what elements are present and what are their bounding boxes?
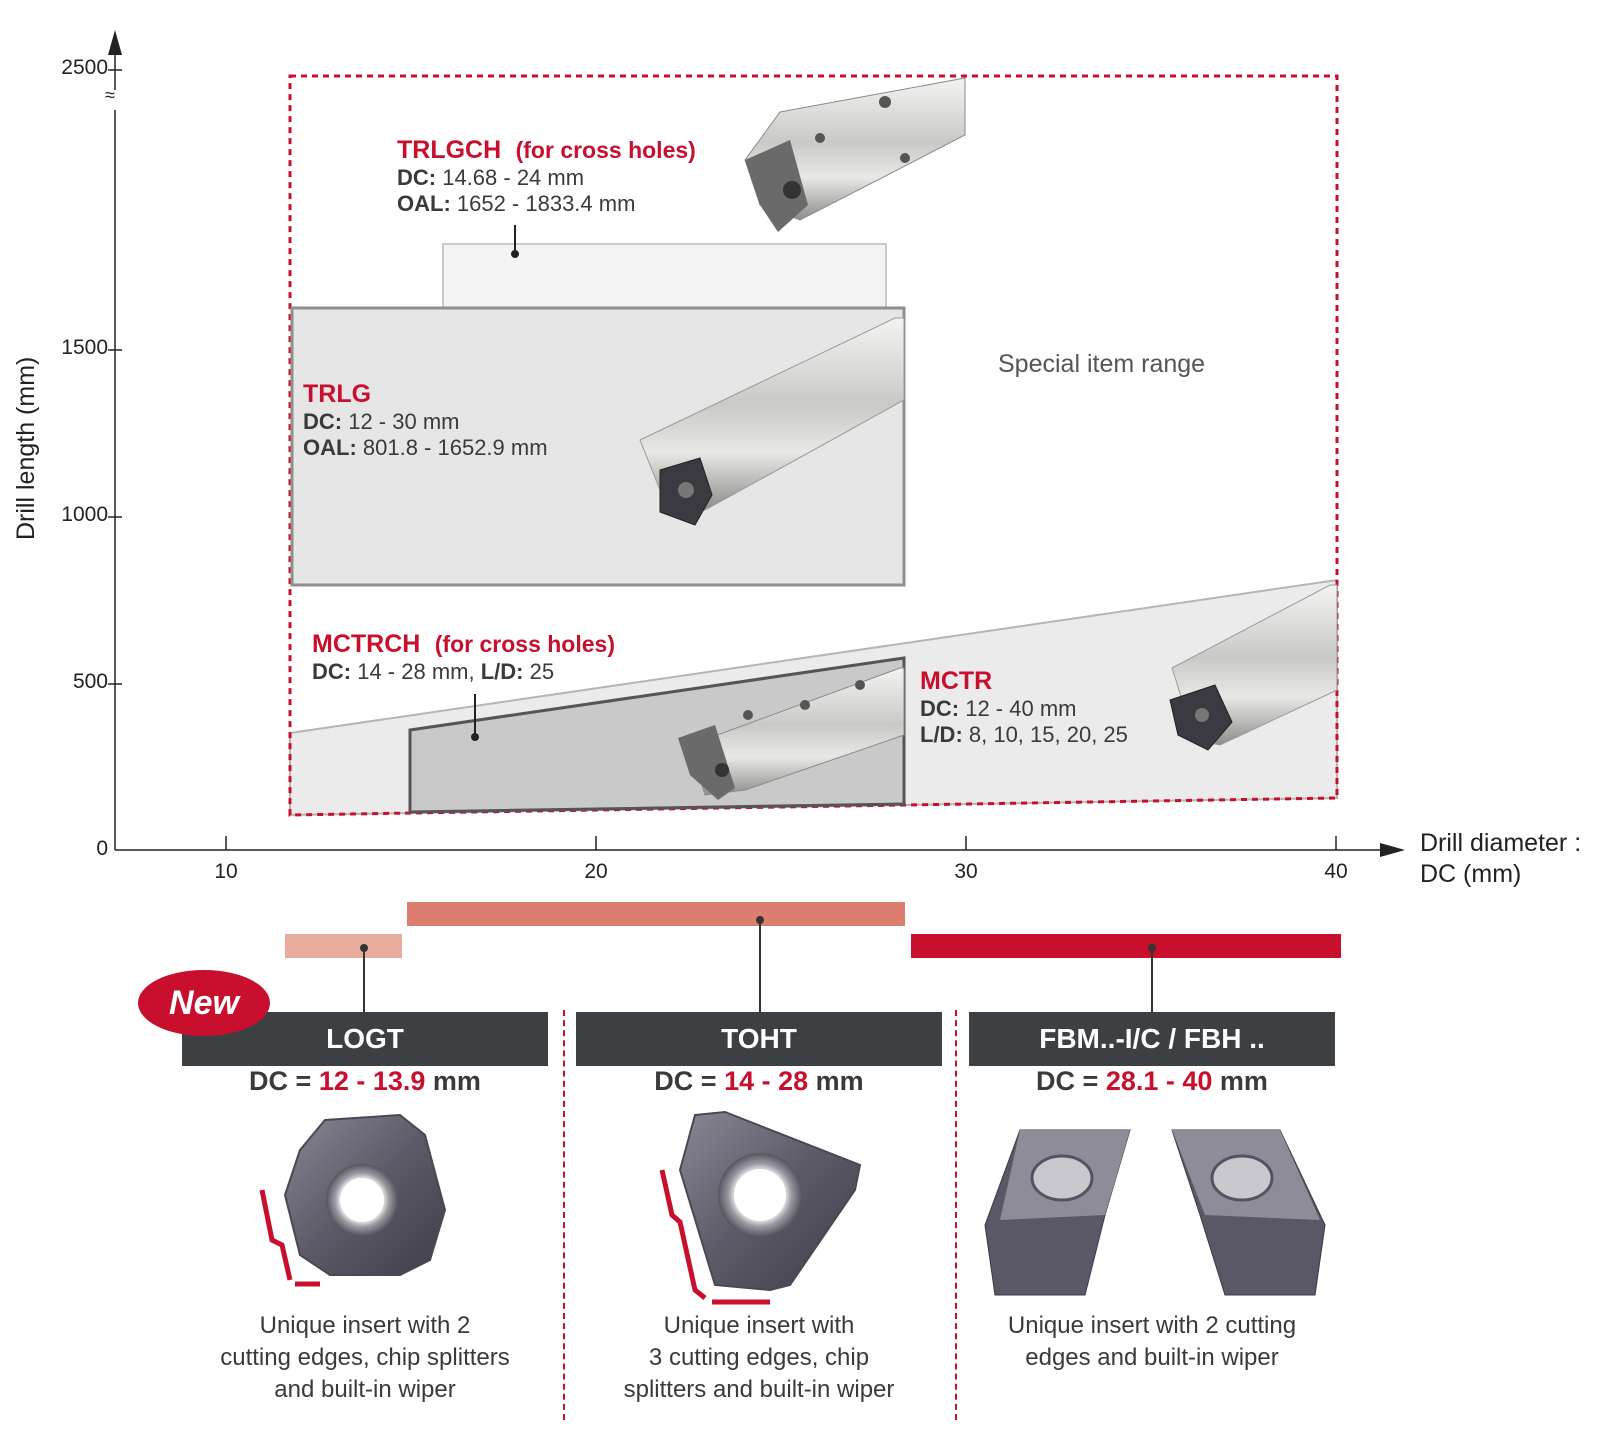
x-axis-title [1420, 828, 1581, 890]
mctr-dc: DC: 12 - 40 mm [920, 696, 1077, 721]
divider-1 [563, 1010, 565, 1420]
x-tick-10: 10 [214, 860, 238, 883]
mctrch-dc: DC: 14 - 28 mm, L/D: 25 [312, 659, 555, 684]
logt-insert-image [262, 1115, 445, 1284]
x-axis-title-line1: Drill diameter : [1420, 829, 1582, 857]
trlgch-dc: DC: 14.68 - 24 mm [397, 165, 585, 190]
divider-2 [955, 1010, 957, 1420]
trlgch-title: TRLGCH [397, 136, 502, 164]
y-axis-title: Drill length (mm) [12, 356, 40, 540]
logt-header: LOGT [182, 1012, 548, 1066]
x-axis-arrow [1380, 843, 1405, 857]
toht-header: TOHT [576, 1012, 942, 1066]
trlg-dc: DC: 12 - 30 mm [303, 409, 460, 434]
mctrch-note: (for cross holes) [434, 631, 615, 657]
new-badge: New [138, 970, 270, 1036]
trlgch-range [443, 244, 886, 309]
mctr-label [920, 667, 1128, 748]
trlgch-oal: OAL: 1652 - 1833.4 mm [397, 191, 636, 216]
y-tick-0: 0 [96, 837, 108, 860]
x-tick-30: 30 [954, 860, 978, 883]
trlgch-label [397, 136, 696, 217]
toht-range-bar [407, 902, 905, 926]
logt-dc: DC = 12 - 13.9 mm [249, 1066, 481, 1096]
trlg-title: TRLG [303, 380, 372, 408]
special-item-range-label: Special item range [998, 350, 1206, 378]
toht-dc: DC = 14 - 28 mm [654, 1066, 864, 1096]
axis-break-mark: ≈ [105, 85, 115, 105]
y-axis-arrow [108, 30, 122, 55]
x-tick-40: 40 [1324, 860, 1348, 883]
x-axis-title-line2: DC (mm) [1420, 860, 1522, 888]
trlg-label [303, 380, 548, 461]
trlgch-drill-image [745, 78, 965, 232]
mctr-title: MCTR [920, 667, 993, 695]
mctrch-title: MCTRCH [312, 630, 421, 658]
logt-description: Unique insert with 2 cutting edges, chip splitters and built-in wiper [220, 1312, 510, 1403]
trlg-oal: OAL: 801.8 - 1652.9 mm [303, 435, 548, 460]
toht-description: Unique insert with 3 cutting edges, chip splitters and built-in wiper [623, 1312, 895, 1403]
mctrch-label [312, 630, 615, 685]
x-axis [115, 836, 1405, 857]
toht-insert-image [662, 1112, 860, 1302]
trlgch-note: (for cross holes) [515, 137, 696, 163]
y-tick-2500: 2500 [61, 56, 108, 79]
y-axis [108, 30, 122, 850]
fbm-header: FBM..-I/C / FBH .. [969, 1012, 1335, 1066]
y-tick-1500: 1500 [61, 336, 108, 359]
fbm-dc: DC = 28.1 - 40 mm [1036, 1066, 1268, 1096]
y-tick-1000: 1000 [61, 503, 108, 526]
logt-range-bar [285, 934, 402, 958]
fbm-insert-image [985, 1130, 1325, 1295]
y-tick-500: 500 [72, 670, 108, 693]
fbm-range-bar [911, 934, 1341, 958]
fbm-description: Unique insert with 2 cutting edges and built-in wiper [1007, 1312, 1297, 1371]
mctr-ld: L/D: 8, 10, 15, 20, 25 [920, 722, 1128, 747]
x-tick-20: 20 [584, 860, 608, 883]
